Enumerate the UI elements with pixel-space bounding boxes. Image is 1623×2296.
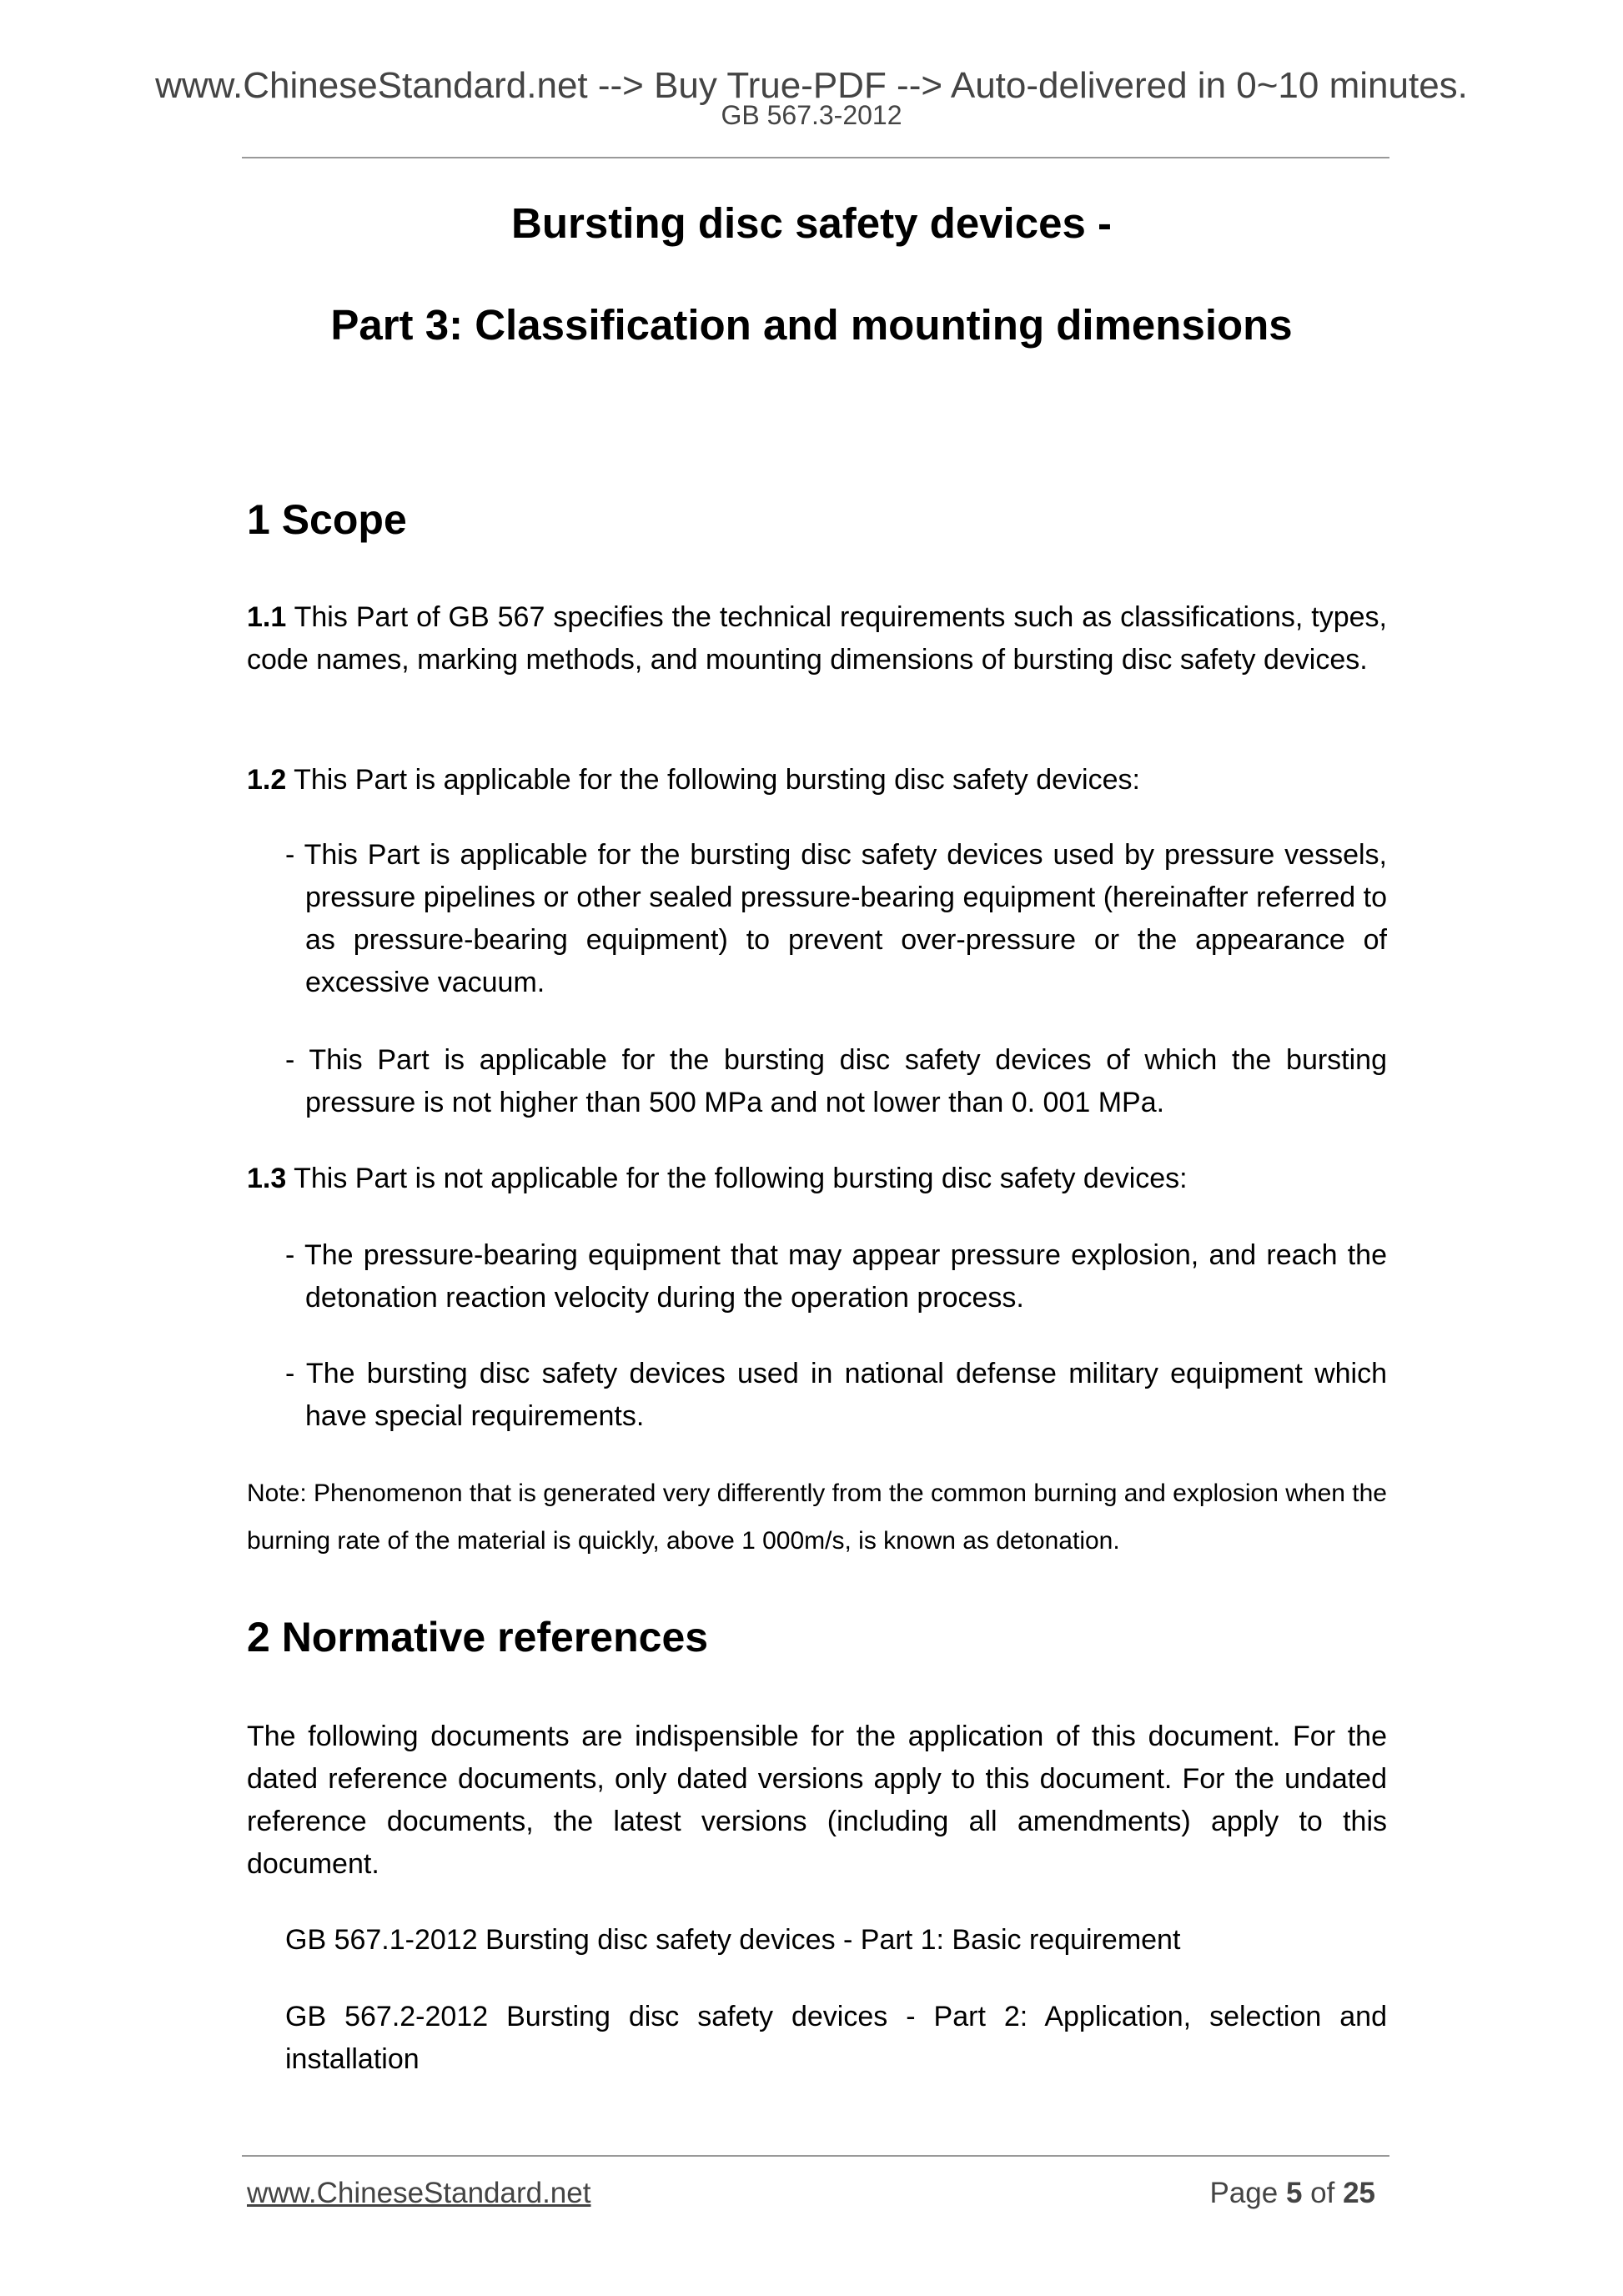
page-indicator [1209,2177,1375,2210]
header-banner: www.ChineseStandard.net --> Buy True-PDF --> Auto-delivered in 0~10 minutes. [155,65,1468,106]
page-label: Page [1209,2177,1286,2209]
doc-title-line1: Bursting disc safety devices - [511,199,1112,247]
clause-text: This Part of GB 567 specifies the technical requirements such as classifications, types, code names, marking methods, and mounting dimensions of bursting disc safety devices. [247,601,1387,676]
footer-divider [242,2155,1389,2157]
bullet-item: - The pressure-bearing equipment that may appear pressure explosion, and reach the detonation reaction velocity during the operation process. [285,1239,1387,1314]
footer-site-link[interactable]: www.ChineseStandard.net [247,2177,591,2209]
doc-title-line2: Part 3: Classification and mounting dimensions [330,301,1293,349]
section-heading-scope: 1 Scope [247,496,407,543]
header-doc-code: GB 567.3-2012 [721,100,902,130]
clause-number: 1.3 [247,1163,287,1194]
page-total: 25 [1343,2177,1375,2209]
page-number: 5 [1285,2177,1303,2209]
bullet-item: - The bursting disc safety devices used in national defense military equipment which have special requirements. [285,1358,1387,1432]
clause-1-1 [247,596,1387,681]
page-of-label: of [1302,2177,1344,2209]
clause-text: This Part is not applicable for the following bursting disc safety devices: [286,1163,1188,1194]
clause-1-3 [247,1158,1387,1200]
reference-item: GB 567.2-2012 Bursting disc safety devices - Part 2: Application, selection and installation [285,2001,1387,2075]
bullet-item: - This Part is applicable for the bursting disc safety devices used by pressure vessels, pressure pipelines or other sealed pressure-bearing equipment (hereinafter referred to as pressure-bearing equipment) to prevent over-pressure or the appearance of excessive vacuum. [285,839,1387,998]
clause-text: This Part is applicable for the following bursting disc safety devices: [286,764,1140,796]
reference-item: GB 567.1-2012 Bursting disc safety devices - Part 1: Basic requirement [285,1924,1181,1956]
clause-number: 1.2 [247,764,287,796]
note: Note: Phenomenon that is generated very differently from the common burning and explosion when the burning rate of the material is quickly, above 1 000m/s, is known as detonation. [247,1480,1387,1555]
clause-1-2 [247,759,1387,801]
clause-number: 1.1 [247,601,287,633]
bullet-item: - This Part is applicable for the bursting disc safety devices of which the bursting pressure is not higher than 500 MPa and not lower than 0. 001 MPa. [285,1044,1387,1118]
header-divider [242,157,1389,158]
references-intro: The following documents are indispensible for the application of this document. For the dated reference documents, only dated versions apply to this document. For the undated reference documents, the latest versions (including all amendments) apply to this document. [247,1721,1387,1880]
section-heading-normative-references: 2 Normative references [247,1614,709,1660]
